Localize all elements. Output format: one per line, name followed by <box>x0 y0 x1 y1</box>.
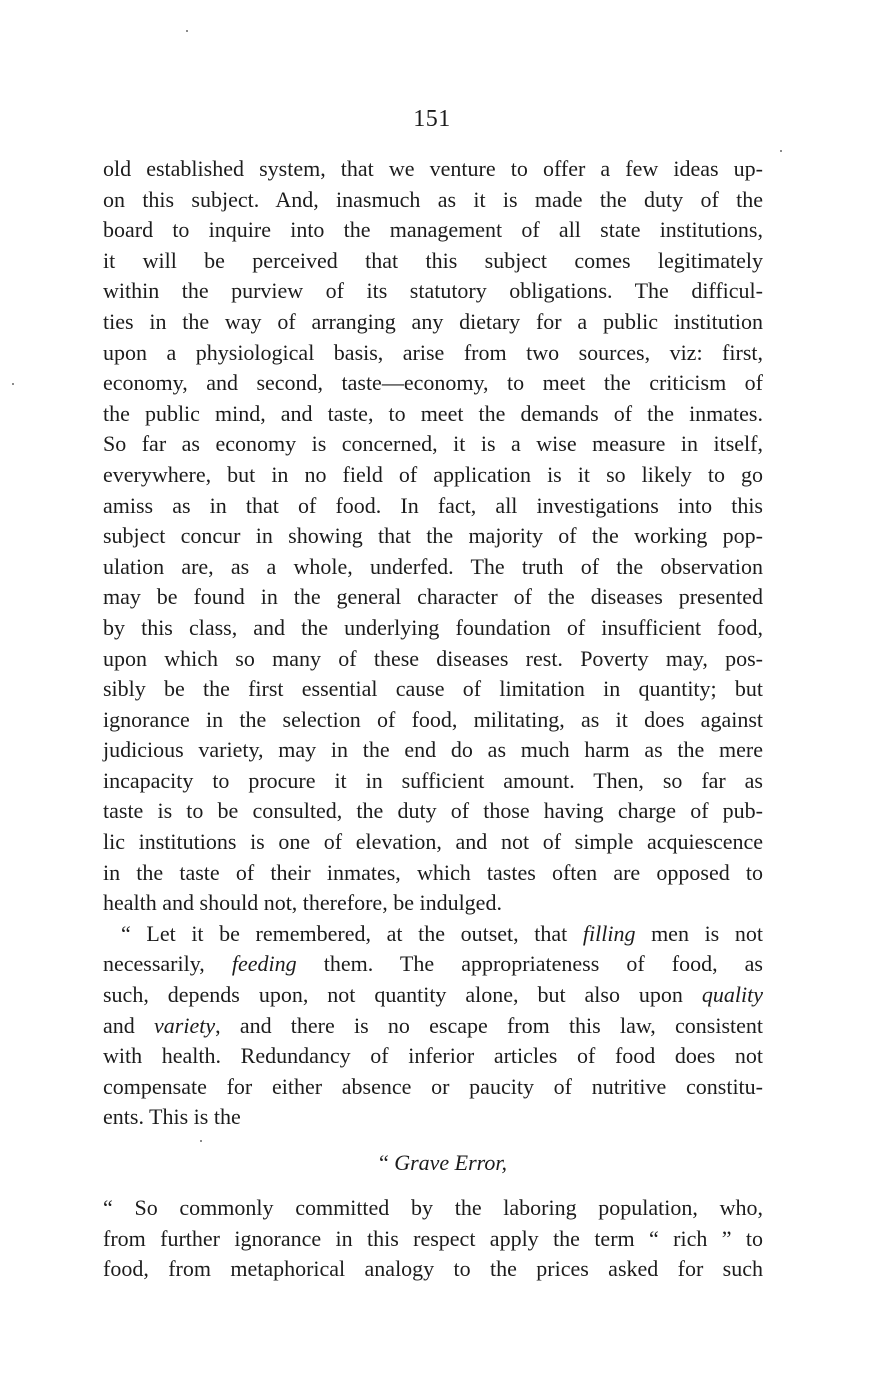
text-line: ignorance in the selection of food, militating, as it does against <box>103 706 763 732</box>
heading-text: Grave Error, <box>394 1150 508 1175</box>
text-line: board to inquire into the management of all state institutions, <box>103 217 763 243</box>
text-line: ties in the way of arranging any dietary for a public institution <box>103 308 763 334</box>
text-fragment: , and there is no escape from this law, consistent <box>215 1012 764 1038</box>
text-line: within the purview of its statutory obligations. The difficul- <box>103 278 763 304</box>
text-line: subject concur in showing that the majority of the working pop- <box>103 523 763 549</box>
text-line: sibly be the first essential cause of limitation in quantity; but <box>103 676 763 702</box>
text-line: with health. Redundancy of inferior articles of food does not <box>103 1043 763 1069</box>
text-line: “ So commonly committed by the laboring population, who, <box>103 1195 763 1220</box>
print-speck <box>780 150 782 152</box>
text-fragment: and <box>103 1012 154 1038</box>
text-line: ents. This is the <box>103 1104 241 1130</box>
text-fragment: them. The appropriateness of food, as <box>296 951 763 977</box>
paragraph-filling-feeding <box>103 919 763 1133</box>
text-line: compensate for either absence or paucity of nutritive constitu- <box>103 1073 763 1099</box>
print-speck <box>186 30 188 32</box>
text-line: food, from metaphorical analogy to the prices asked for such <box>103 1256 763 1282</box>
section-heading-grave-error <box>103 1141 763 1185</box>
emphasis-feeding: feeding <box>231 951 297 977</box>
text-line: may be found in the general character of the diseases presented <box>103 584 763 610</box>
heading-quote-mark: “ <box>378 1150 395 1175</box>
text-line: from further ignorance in this respect apply the term “ rich ” to <box>103 1225 763 1251</box>
text-line: old established system, that we venture to offer a few ideas up- <box>103 156 763 181</box>
emphasis-quality: quality <box>701 982 763 1008</box>
text-line: in the taste of their inmates, which tastes often are opposed to <box>103 859 763 885</box>
print-speck <box>12 383 14 385</box>
print-speck <box>200 1140 202 1142</box>
emphasis-filling: filling <box>582 920 636 946</box>
text-line: incapacity to procure it in sufficient amount. Then, so far as <box>103 767 763 793</box>
text-line: the public mind, and taste, to meet the demands of the inmates. <box>103 400 763 426</box>
text-line <box>103 919 763 950</box>
text-line: upon a physiological basis, arise from two sources, viz: first, <box>103 339 763 365</box>
spacer <box>103 1185 763 1193</box>
text-line: taste is to be consulted, the duty of those having charge of pub- <box>103 798 763 824</box>
text-fragment: “ Let it be remembered, at the outset, that <box>121 920 583 946</box>
text-line <box>103 980 763 1011</box>
text-line: So far as economy is concerned, it is a wise measure in itself, <box>103 431 763 457</box>
text-line: upon which so many of these diseases rest. Poverty may, pos- <box>103 645 763 671</box>
text-line: by this class, and the underlying foundation of insufficient food, <box>103 614 763 640</box>
text-line: lic institutions is one of elevation, and not of simple acquiescence <box>103 829 763 855</box>
text-line: amiss as in that of food. In fact, all investigations into this <box>103 492 763 518</box>
spacer <box>103 1133 763 1141</box>
text-fragment: such, depends upon, not quantity alone, but also upon <box>103 982 702 1008</box>
text-fragment: men is not <box>635 920 763 946</box>
emphasis-variety: variety <box>154 1012 216 1038</box>
page-number: 151 <box>413 106 451 132</box>
text-line: economy, and second, taste—economy, to meet the criticism of <box>103 370 763 396</box>
text-line: it will be perceived that this subject comes legitimately <box>103 247 763 273</box>
body-text <box>103 154 763 1285</box>
text-line <box>103 1011 763 1042</box>
paragraph-dietary-economy <box>103 154 763 919</box>
text-fragment: necessarily, <box>103 951 232 977</box>
text-line: judicious variety, may in the end do as much harm as the mere <box>103 737 763 763</box>
text-line: ulation are, as a whole, underfed. The truth of the observation <box>103 553 763 579</box>
text-line: on this subject. And, inasmuch as it is made the duty of the <box>103 186 763 212</box>
text-line: everywhere, but in no field of application is it so likely to go <box>103 461 763 487</box>
text-line <box>103 949 763 980</box>
paragraph-laboring-population <box>103 1193 763 1285</box>
text-line: health and should not, therefore, be indulged. <box>103 890 502 916</box>
